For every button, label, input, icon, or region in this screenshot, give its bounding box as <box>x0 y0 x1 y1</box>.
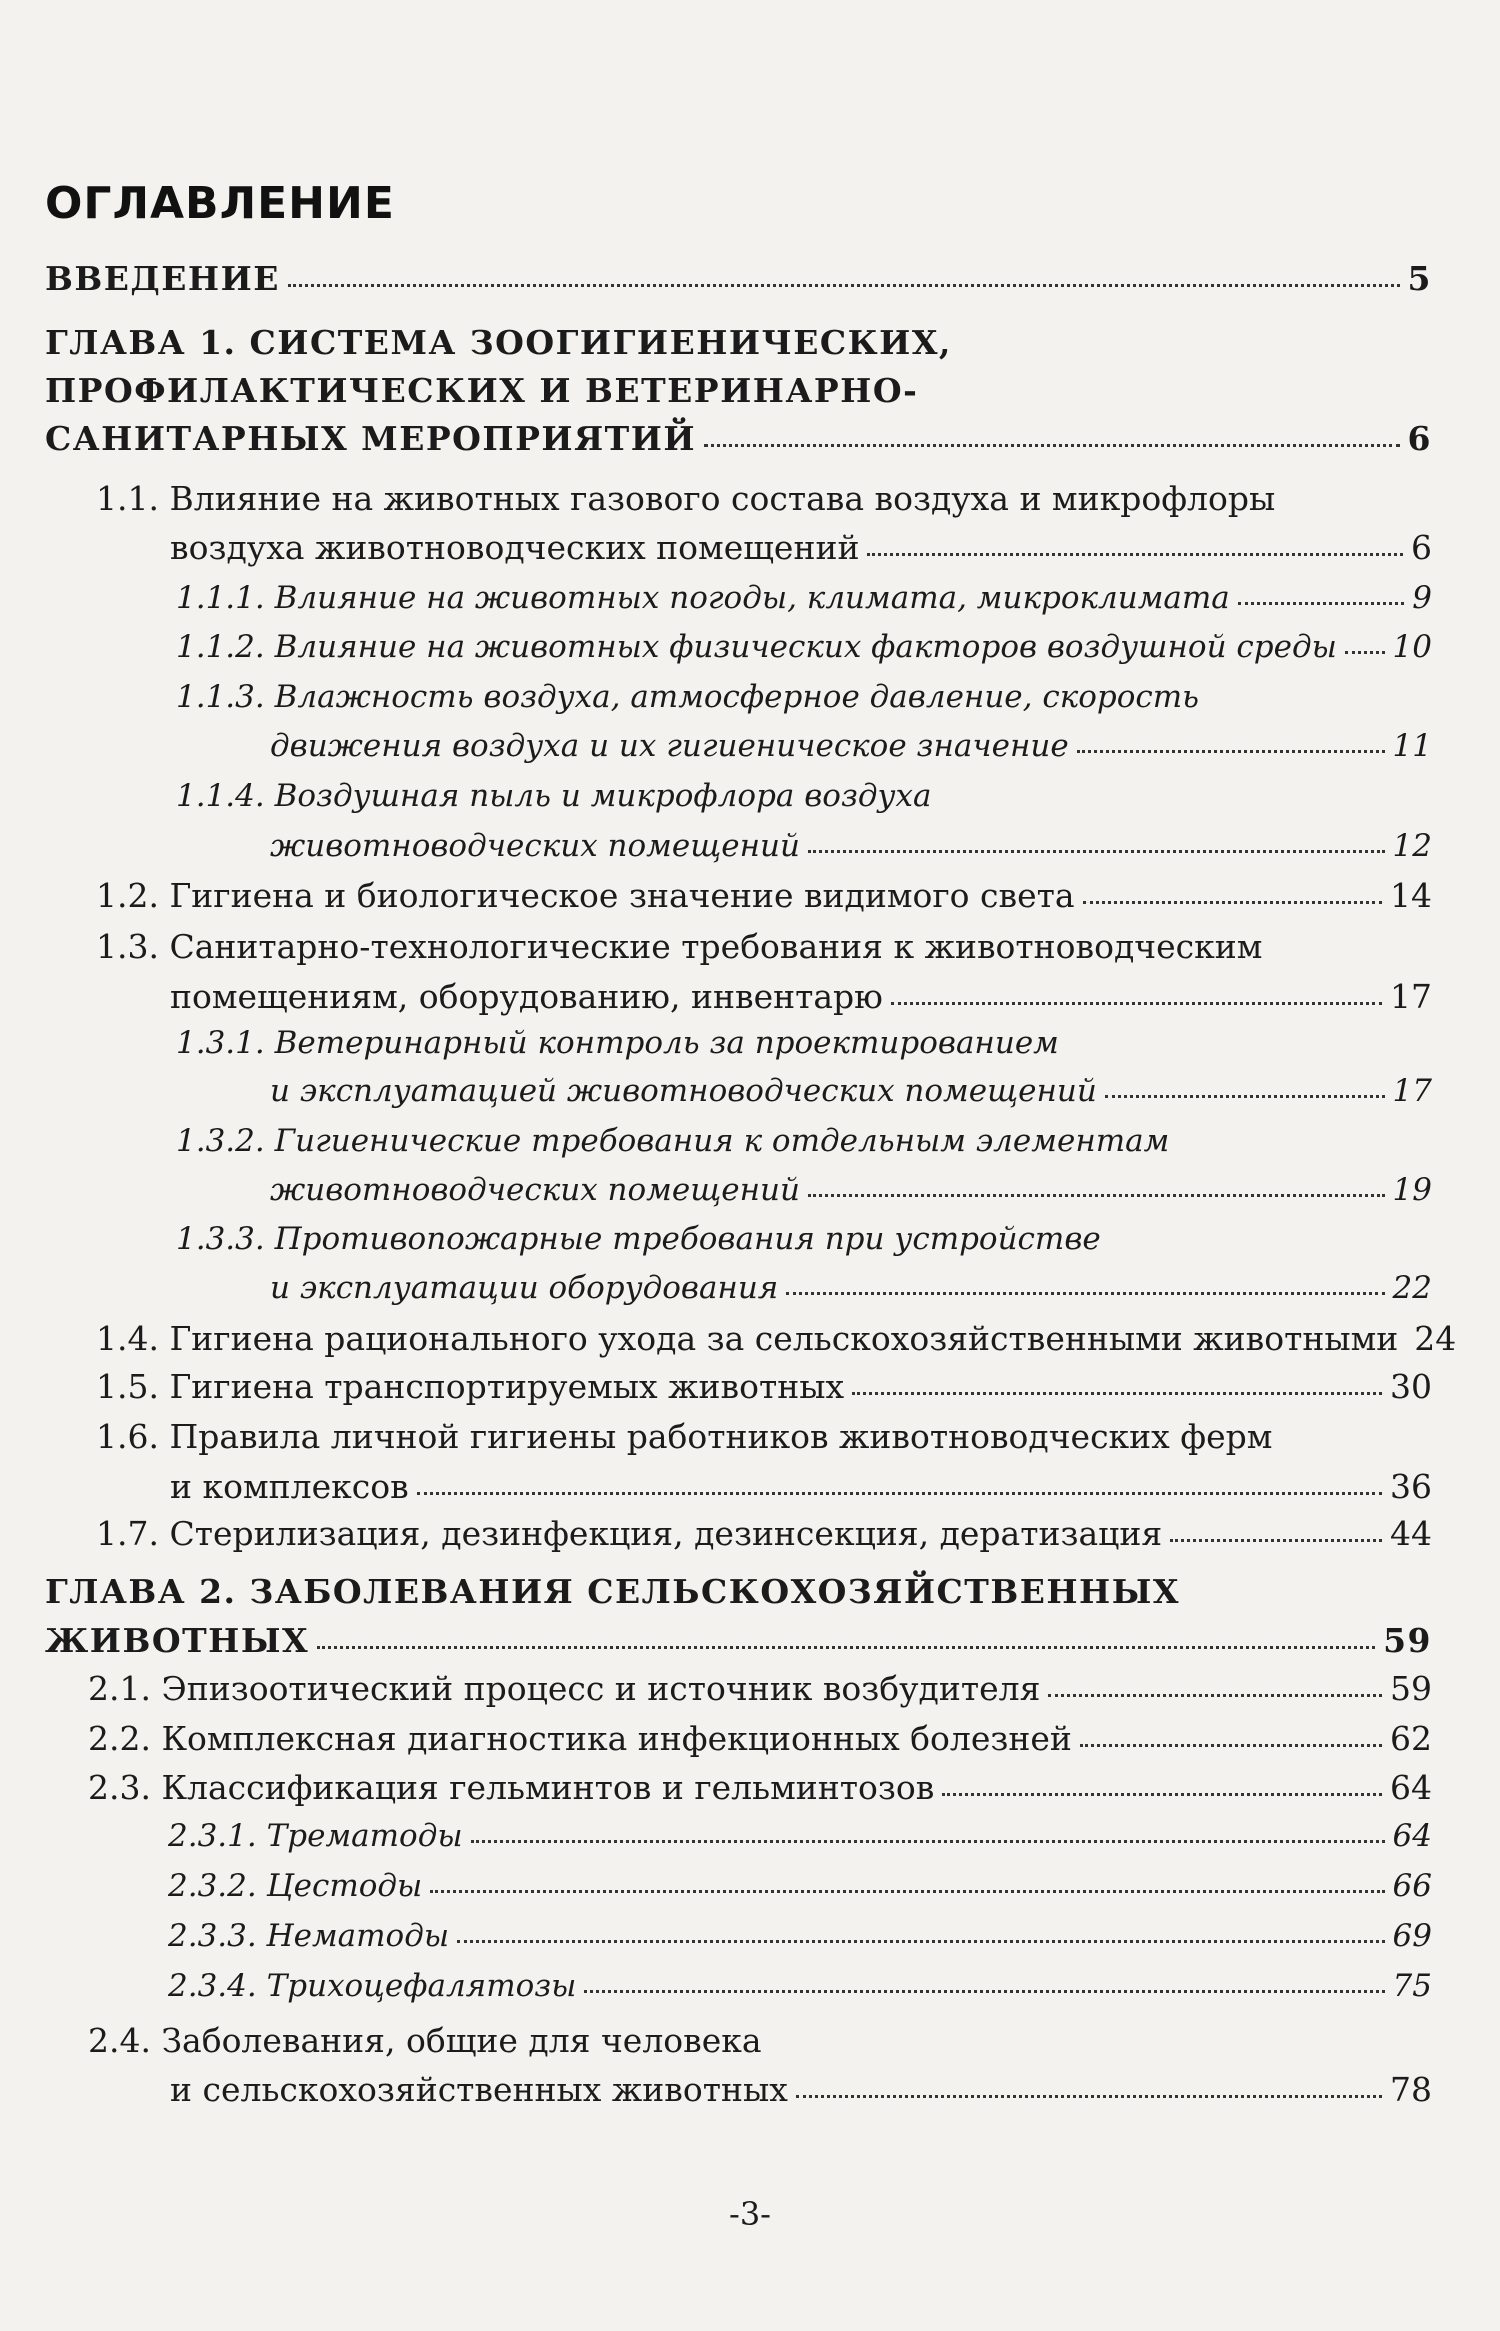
toc-entry-title: 2.3.1. Трематоды <box>168 1818 463 1854</box>
toc-entry[interactable] <box>45 259 1432 298</box>
toc-page-number: 59 <box>1383 1621 1432 1660</box>
toc-entry-title: 1.1.2. Влияние на животных физических факторов воздушной среды <box>176 629 1337 665</box>
toc-page-number: 6 <box>1411 528 1432 567</box>
toc-page-number: 9 <box>1412 580 1432 616</box>
toc-page-number: 19 <box>1392 1172 1432 1208</box>
dot-leader <box>808 850 1385 853</box>
toc-page-number: 10 <box>1392 629 1432 665</box>
dot-leader <box>704 444 1399 447</box>
toc-page-number: 17 <box>1392 1073 1432 1109</box>
dot-leader <box>852 1392 1382 1395</box>
dot-leader <box>288 284 1400 287</box>
toc-entry[interactable] <box>270 728 1432 764</box>
toc-page-number: 11 <box>1392 728 1432 764</box>
toc-entry-title: 1.7. Стерилизация, дезинфекция, дезинсекция, дератизация <box>96 1514 1163 1553</box>
page-title: ОГЛАВЛЕНИЕ <box>45 178 395 229</box>
toc-entry[interactable] <box>170 2070 1432 2109</box>
toc-entry-title: 2.3. Классификация гельминтов и гельминтозов <box>88 1768 935 1807</box>
toc-page-number: 69 <box>1392 1918 1432 1954</box>
toc-entry-title: животноводческих помещений <box>270 1172 800 1208</box>
toc-entry-title: животноводческих помещений <box>270 828 800 864</box>
toc-page-number: 75 <box>1392 1968 1432 2004</box>
toc-entry[interactable] <box>96 1367 1432 1406</box>
toc-entry[interactable] <box>170 977 1432 1016</box>
toc-entry[interactable] <box>170 528 1432 567</box>
toc-entry-line: 1.1.3. Влажность воздуха, атмосферное давление, скорость <box>176 679 1200 715</box>
page-number-footer: -3- <box>729 2195 771 2233</box>
toc-page-number: 64 <box>1392 1818 1432 1854</box>
toc-entry-line: 1.6. Правила личной гигиены работников животноводческих ферм <box>96 1417 1273 1456</box>
toc-entry-title: воздуха животноводческих помещений <box>170 528 860 567</box>
toc-entry[interactable] <box>170 1467 1432 1506</box>
toc-entry[interactable] <box>270 1172 1432 1208</box>
toc-entry[interactable] <box>96 1319 1457 1358</box>
toc-entry-line: 1.3.1. Ветеринарный контроль за проектированием <box>176 1025 1059 1061</box>
toc-entry-title: 2.3.4. Трихоцефалятозы <box>168 1968 577 2004</box>
toc-entry-title: ВВЕДЕНИЕ <box>45 259 280 298</box>
toc-page-number: 5 <box>1407 259 1432 298</box>
toc-entry[interactable] <box>88 1669 1432 1708</box>
toc-entry-line: ПРОФИЛАКТИЧЕСКИХ И ВЕТЕРИНАРНО- <box>45 371 919 410</box>
toc-page-number: 66 <box>1392 1868 1432 1904</box>
toc-entry-line: 1.3.3. Противопожарные требования при устройстве <box>176 1221 1101 1257</box>
toc-page-number: 59 <box>1390 1669 1432 1708</box>
toc-entry[interactable] <box>176 629 1432 665</box>
toc-entry-line: 1.3.2. Гигиенические требования к отдельным элементам <box>176 1123 1170 1159</box>
dot-leader <box>1048 1694 1382 1697</box>
toc-entry-title: и сельскохозяйственных животных <box>170 2070 788 2109</box>
toc-page-number: 62 <box>1390 1719 1432 1758</box>
toc-entry[interactable] <box>270 1270 1432 1306</box>
toc-page-number: 44 <box>1390 1514 1432 1553</box>
dot-leader <box>808 1194 1385 1197</box>
dot-leader <box>1170 1539 1382 1542</box>
toc-entry-title: ЖИВОТНЫХ <box>45 1621 310 1660</box>
dot-leader <box>942 1793 1382 1796</box>
toc-entry-line: ГЛАВА 1. СИСТЕМА ЗООГИГИЕНИЧЕСКИХ, <box>45 323 952 362</box>
toc-entry-line: ГЛАВА 2. ЗАБОЛЕВАНИЯ СЕЛЬСКОХОЗЯЙСТВЕННЫХ <box>45 1572 1180 1611</box>
toc-page-number: 22 <box>1392 1270 1432 1306</box>
toc-entry-title: и эксплуатации оборудования <box>270 1270 779 1306</box>
toc-entry[interactable] <box>45 419 1432 458</box>
toc-entry-line: 1.3. Санитарно-технологические требования к животноводческим <box>96 927 1263 966</box>
toc-entry-line: 1.1. Влияние на животных газового состава воздуха и микрофлоры <box>96 479 1276 518</box>
toc-page-number: 30 <box>1390 1367 1432 1406</box>
toc-entry-title: 1.1.1. Влияние на животных погоды, климата, микроклимата <box>176 580 1230 616</box>
toc-entry-title: и эксплуатацией животноводческих помещений <box>270 1073 1097 1109</box>
dot-leader <box>1083 901 1382 904</box>
dot-leader <box>891 1002 1382 1005</box>
toc-entry-title: движения воздуха и их гигиеническое значение <box>270 728 1069 764</box>
dot-leader <box>796 2095 1382 2098</box>
dot-leader <box>430 1890 1384 1893</box>
dot-leader <box>1080 1744 1382 1747</box>
toc-entry-line: 2.4. Заболевания, общие для человека <box>88 2021 762 2060</box>
dot-leader <box>471 1840 1385 1843</box>
dot-leader <box>1105 1095 1385 1098</box>
toc-page-number: 36 <box>1390 1467 1432 1506</box>
toc-entry[interactable] <box>45 1621 1432 1660</box>
toc-entry-title: 2.3.3. Нематоды <box>168 1918 450 1954</box>
toc-page-number: 17 <box>1390 977 1432 1016</box>
toc-entry[interactable] <box>96 876 1432 915</box>
toc-page-number: 78 <box>1390 2070 1432 2109</box>
dot-leader <box>1345 651 1385 654</box>
dot-leader <box>1238 602 1405 605</box>
toc-entry[interactable] <box>176 580 1432 616</box>
dot-leader <box>1077 750 1385 753</box>
toc-entry[interactable] <box>96 1514 1432 1553</box>
dot-leader <box>417 1492 1382 1495</box>
toc-entry[interactable] <box>270 1073 1432 1109</box>
toc-entry-title: и комплексов <box>170 1467 409 1506</box>
toc-entry-title: САНИТАРНЫХ МЕРОПРИЯТИЙ <box>45 419 697 458</box>
toc-entry-title: 1.4. Гигиена рационального ухода за сельскохозяйственными животными <box>96 1319 1399 1358</box>
dot-leader <box>584 1990 1384 1993</box>
dot-leader <box>867 553 1403 556</box>
toc-page-number: 24 <box>1414 1319 1457 1358</box>
toc-page-number: 6 <box>1407 419 1432 458</box>
dot-leader <box>317 1646 1375 1649</box>
toc-entry[interactable] <box>270 828 1432 864</box>
toc-entry-title: помещениям, оборудованию, инвентарю <box>170 977 883 1016</box>
toc-entry-line: 1.1.4. Воздушная пыль и микрофлора воздуха <box>176 778 932 814</box>
toc-entry[interactable] <box>168 1968 1432 2004</box>
toc-entry-title: 2.3.2. Цестоды <box>168 1868 423 1904</box>
toc-page-number: 14 <box>1390 876 1432 915</box>
toc-page-number: 12 <box>1392 828 1432 864</box>
toc-entry-title: 1.2. Гигиена и биологическое значение видимого света <box>96 876 1075 915</box>
toc-entry[interactable] <box>88 1768 1432 1807</box>
toc-page-number: 64 <box>1390 1768 1432 1807</box>
dot-leader <box>457 1940 1384 1943</box>
toc-entry[interactable] <box>88 1719 1432 1758</box>
toc-entry[interactable] <box>168 1818 1432 1854</box>
toc-entry[interactable] <box>168 1918 1432 1954</box>
toc-entry-title: 1.5. Гигиена транспортируемых животных <box>96 1367 845 1406</box>
toc-entry-title: 2.1. Эпизоотический процесс и источник возбудителя <box>88 1669 1041 1708</box>
toc-entry-title: 2.2. Комплексная диагностика инфекционных болезней <box>88 1719 1072 1758</box>
toc-entry[interactable] <box>168 1868 1432 1904</box>
dot-leader <box>786 1292 1384 1295</box>
